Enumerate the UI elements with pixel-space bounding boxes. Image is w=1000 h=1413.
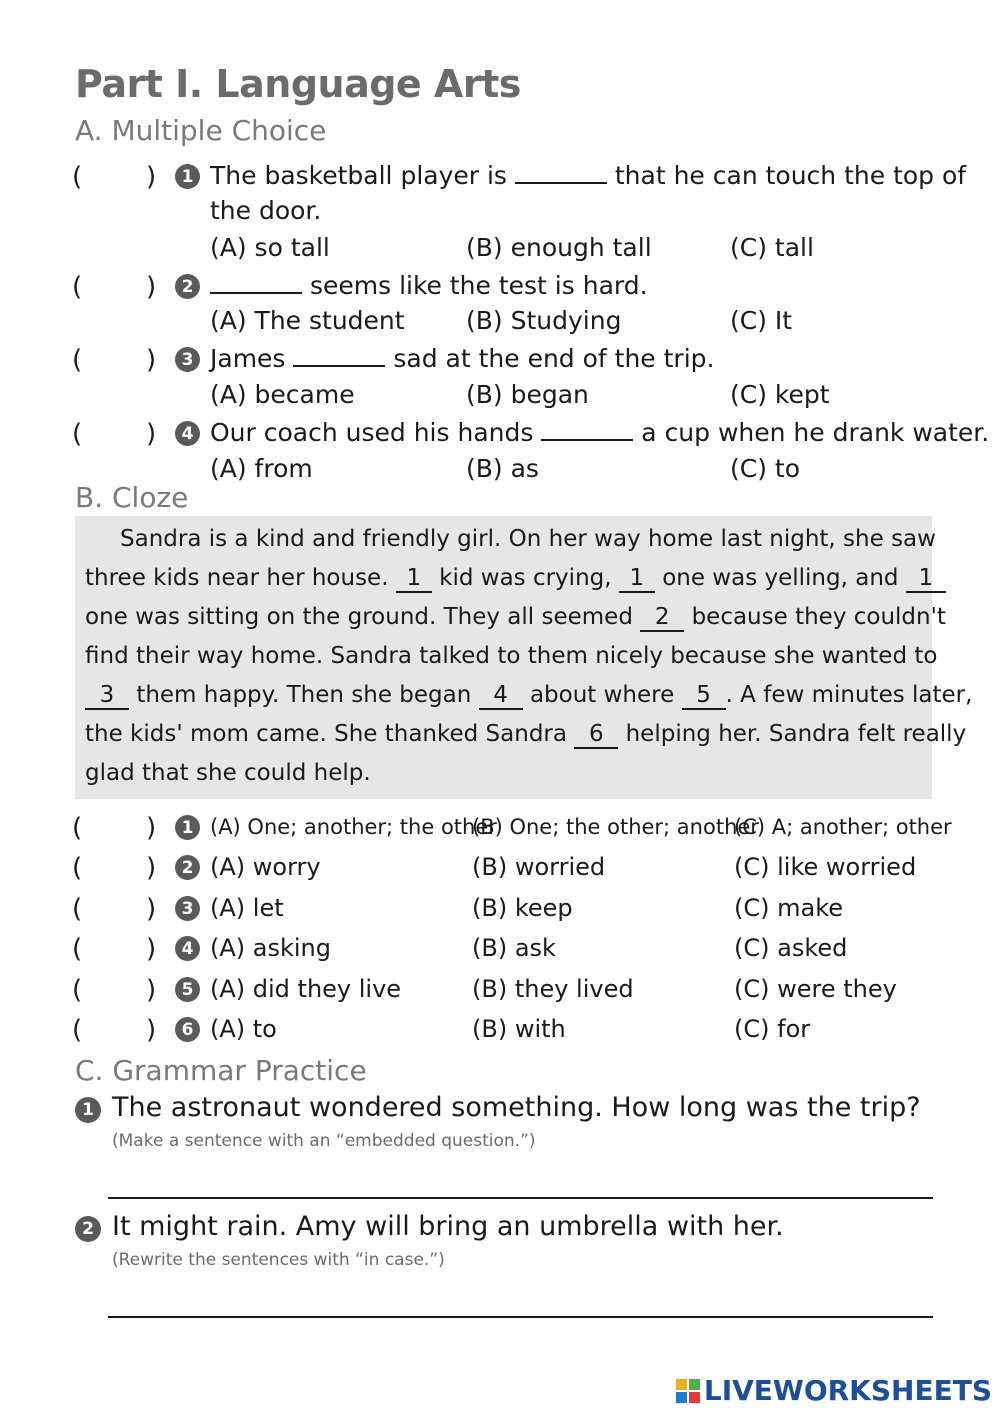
cloze-blank[interactable]: 1 [619, 565, 655, 593]
section-c-heading: C. Grammar Practice [75, 1054, 367, 1087]
option-b: (B) keep [472, 894, 573, 922]
option-a: (A) became [210, 380, 355, 409]
passage-line: the kids' mom came. She thanked Sandra 6 helping her. Sandra felt really [85, 721, 967, 747]
answer-paren-open[interactable]: ( [72, 934, 83, 964]
option-b: (B) worried [472, 853, 606, 881]
logo-square-4 [689, 1392, 700, 1403]
cloze-passage [75, 516, 973, 799]
passage-line: Sandra is a kind and friendly girl. On her way home last night, she saw [120, 526, 936, 552]
answer-paren-open[interactable]: ( [72, 1015, 83, 1045]
grammar-hint: (Rewrite the sentences with “in case.”) [112, 1250, 445, 1270]
option-c: (C) It [730, 306, 793, 335]
passage-line: one was sitting on the ground. They all seemed 2 because they couldn't [85, 604, 946, 630]
option-b: (B) they lived [472, 975, 634, 1003]
answer-paren-close[interactable]: ) [146, 345, 157, 375]
cloze-blank[interactable]: 1 [396, 565, 432, 593]
option-c: (C) for [734, 1015, 811, 1043]
grammar-prompt: The astronaut wondered something. How long was the trip? [112, 1092, 921, 1123]
option-a: (A) One; another; the other [210, 815, 497, 839]
option-b: (B) as [466, 454, 539, 483]
cloze-blank[interactable]: 2 [640, 604, 684, 632]
option-c: (C) asked [734, 934, 848, 962]
question-number-2-icon: 2 [175, 274, 200, 299]
question-number-5-icon: 5 [175, 977, 200, 1002]
question-number-6-icon: 6 [175, 1017, 200, 1042]
question-text-cont: the door. [210, 196, 322, 225]
question-number-3-icon: 3 [175, 896, 200, 921]
passage-line: 3 them happy. Then she began 4 about where 5 . A few minutes later, [85, 682, 972, 710]
answer-blank[interactable] [515, 160, 607, 184]
option-c: (C) tall [730, 233, 814, 262]
option-c: (C) to [730, 454, 801, 483]
answer-paren-close[interactable]: ) [146, 813, 157, 843]
question-number-4-icon: 4 [175, 936, 200, 961]
option-b: (B) Studying [466, 306, 622, 335]
question-text: James sad at the end of the trip. [210, 344, 715, 373]
answer-paren-close[interactable]: ) [146, 934, 157, 964]
question-text: Our coach used his hands a cup when he drank water. [210, 418, 990, 447]
option-a: (A) to [210, 1015, 277, 1043]
item-number-1-icon: 1 [75, 1097, 101, 1123]
answer-paren-close[interactable]: ) [146, 853, 157, 883]
option-a: (A) let [210, 894, 284, 922]
answer-blank[interactable] [293, 343, 385, 367]
answer-paren-close[interactable]: ) [146, 272, 157, 302]
option-c: (C) kept [730, 380, 830, 409]
answer-blank[interactable] [210, 270, 302, 294]
answer-paren-open[interactable]: ( [72, 419, 83, 449]
liveworksheets-logo[interactable] [676, 1374, 992, 1407]
question-text: The basketball player is that he can touch the top of [210, 161, 967, 190]
cloze-blank[interactable]: 5 [682, 682, 726, 710]
question-number-1-icon: 1 [175, 815, 200, 840]
question-number-2-icon: 2 [175, 855, 200, 880]
cloze-blank[interactable]: 4 [479, 682, 523, 710]
passage-line: three kids near her house. 1 kid was crying, 1 one was yelling, and 1 [85, 565, 946, 593]
answer-line[interactable] [108, 1316, 933, 1318]
option-a: (A) from [210, 454, 313, 483]
passage-line: find their way home. Sandra talked to them nicely because she wanted to [85, 643, 938, 669]
logo-square-1 [676, 1379, 687, 1390]
option-c: (C) like worried [734, 853, 917, 881]
option-b: (B) ask [472, 934, 556, 962]
answer-paren-close[interactable]: ) [146, 1015, 157, 1045]
answer-paren-open[interactable]: ( [72, 853, 83, 883]
logo-square-3 [676, 1392, 687, 1403]
option-a: (A) so tall [210, 233, 330, 262]
option-a: (A) The student [210, 306, 405, 335]
option-a: (A) worry [210, 853, 321, 881]
section-b-heading: B. Cloze [75, 481, 189, 514]
section-a-heading: A. Multiple Choice [75, 114, 327, 147]
option-b: (B) enough tall [466, 233, 652, 262]
answer-paren-close[interactable]: ) [146, 419, 157, 449]
logo-grid-icon [676, 1379, 700, 1403]
option-c: (C) were they [734, 975, 897, 1003]
item-number-2-icon: 2 [75, 1216, 101, 1242]
option-b: (B) with [472, 1015, 566, 1043]
passage-line: glad that she could help. [85, 760, 371, 786]
answer-paren-open[interactable]: ( [72, 894, 83, 924]
answer-paren-open[interactable]: ( [72, 162, 83, 192]
question-number-4-icon: 4 [175, 421, 200, 446]
cloze-blank[interactable]: 1 [906, 565, 946, 593]
option-c: (C) A; another; other [734, 815, 952, 839]
page-title: Part I. Language Arts [75, 62, 521, 106]
option-c: (C) make [734, 894, 844, 922]
answer-line[interactable] [108, 1197, 933, 1199]
answer-paren-close[interactable]: ) [146, 894, 157, 924]
question-number-1-icon: 1 [175, 164, 200, 189]
grammar-prompt: It might rain. Amy will bring an umbrella with her. [112, 1211, 784, 1242]
answer-paren-close[interactable]: ) [146, 162, 157, 192]
cloze-blank[interactable]: 6 [574, 721, 618, 749]
option-b: (B) One; the other; another [472, 815, 759, 839]
logo-text: LIVEWORKSHEETS [703, 1374, 992, 1407]
answer-paren-open[interactable]: ( [72, 813, 83, 843]
answer-paren-open[interactable]: ( [72, 345, 83, 375]
question-number-3-icon: 3 [175, 347, 200, 372]
cloze-blank[interactable]: 3 [85, 682, 129, 710]
question-text: seems like the test is hard. [210, 270, 648, 300]
logo-square-2 [689, 1379, 700, 1390]
grammar-hint: (Make a sentence with an “embedded question.”) [112, 1131, 536, 1151]
answer-paren-close[interactable]: ) [146, 975, 157, 1005]
answer-paren-open[interactable]: ( [72, 975, 83, 1005]
option-a: (A) did they live [210, 975, 402, 1003]
answer-paren-open[interactable]: ( [72, 272, 83, 302]
option-b: (B) began [466, 380, 589, 409]
option-a: (A) asking [210, 934, 331, 962]
answer-blank[interactable] [541, 417, 633, 441]
